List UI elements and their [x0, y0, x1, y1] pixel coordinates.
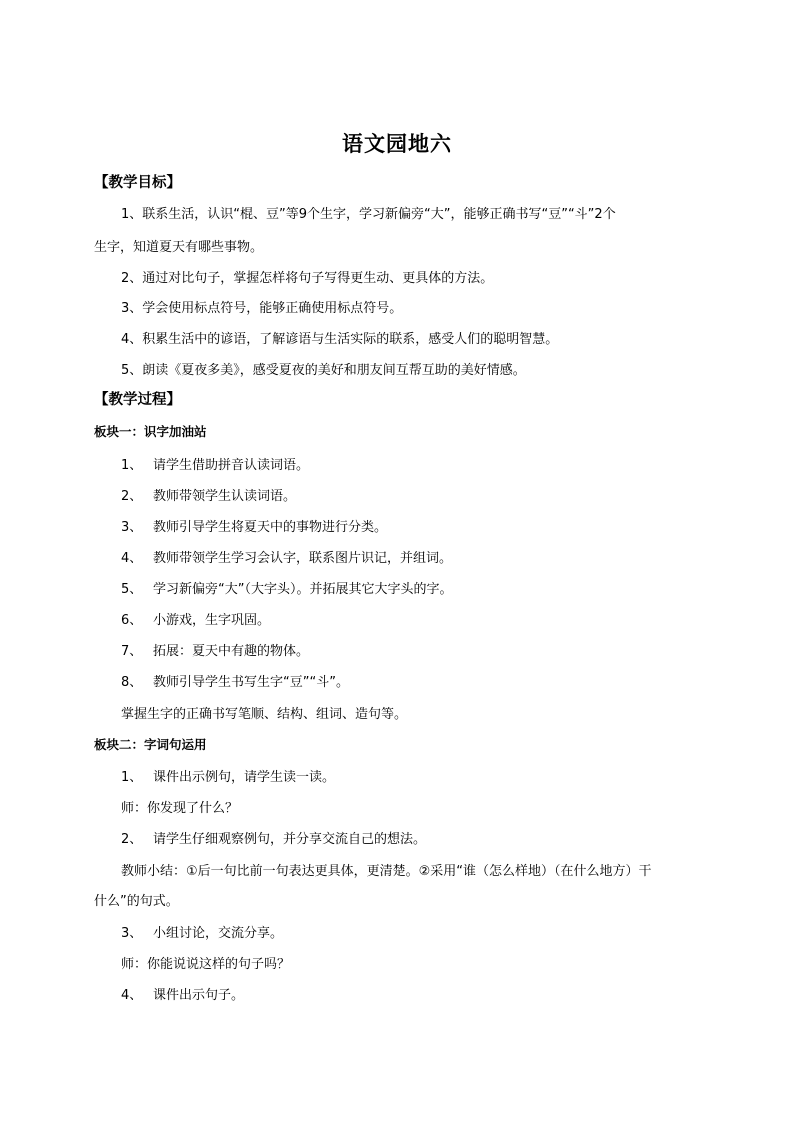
block2-conclusion-line-1: 教师小结：①后一句比前一句表达更具体，更清楚。②采用“谁（怎么样地）（在什么地方）干	[121, 864, 652, 879]
block2-question-1: 师：你发现了什么？	[121, 801, 239, 816]
block1-step-7: 7、 拓展：夏天中有趣的物体。	[121, 644, 310, 659]
block1-step-3: 3、 教师引导学生将夏天中的事物进行分类。	[121, 520, 388, 535]
section-heading-process: 【教学过程】	[94, 392, 181, 408]
block1-summary: 掌握生字的正确书写笔顺、结构、组词、造句等。	[121, 707, 408, 722]
block1-step-4: 4、 教师带领学生学习会认字，联系图片识记，并组词。	[121, 551, 453, 566]
block2-step-2: 2、 请学生仔细观察例句，并分享交流自己的想法。	[121, 832, 427, 847]
block1-step-8: 8、 教师引导学生书写生字“豆”“斗”。	[121, 675, 349, 690]
block2-step-3: 3、 小组讨论，交流分享。	[121, 926, 284, 941]
block-title-2: 板块二：字词句运用	[94, 737, 207, 752]
block1-step-5: 5、 学习新偏旁“大”（大字头）。并拓展其它大字头的字。	[121, 582, 453, 597]
block2-conclusion-line-2: 什么”的句式。	[94, 894, 179, 909]
goal-item-4: 4、积累生活中的谚语，了解谚语与生活实际的联系，感受人们的聪明智慧。	[121, 332, 559, 347]
block2-step-1: 1、 课件出示例句，请学生读一读。	[121, 770, 336, 785]
block-title-1: 板块一：识字加油站	[94, 424, 207, 439]
goal-item-1-cont: 生字，知道夏天有哪些事物。	[94, 240, 264, 255]
section-heading-goals: 【教学目标】	[94, 175, 181, 191]
block2-step-4: 4、 课件出示句子。	[121, 988, 245, 1003]
goal-item-1: 1、联系生活，认识“棍、豆”等9个生字，学习新偏旁“大”，能够正确书写“豆”“斗”2个	[121, 207, 616, 222]
block1-step-6: 6、 小游戏，生字巩固。	[121, 613, 271, 628]
page-title: 语文园地六	[342, 131, 452, 156]
block2-question-2: 师：你能说说这样的句子吗？	[121, 957, 291, 972]
block1-step-2: 2、 教师带领学生认读词语。	[121, 489, 297, 504]
goal-item-3: 3、学会使用标点符号，能够正确使用标点符号。	[121, 301, 403, 316]
goal-item-5: 5、朗读《夏夜多美》，感受夏夜的美好和朋友间互帮互助的美好情感。	[121, 363, 526, 378]
block1-step-1: 1、 请学生借助拼音认读词语。	[121, 458, 310, 473]
goal-item-2: 2、通过对比句子，掌握怎样将句子写得更生动、更具体的方法。	[121, 271, 494, 286]
